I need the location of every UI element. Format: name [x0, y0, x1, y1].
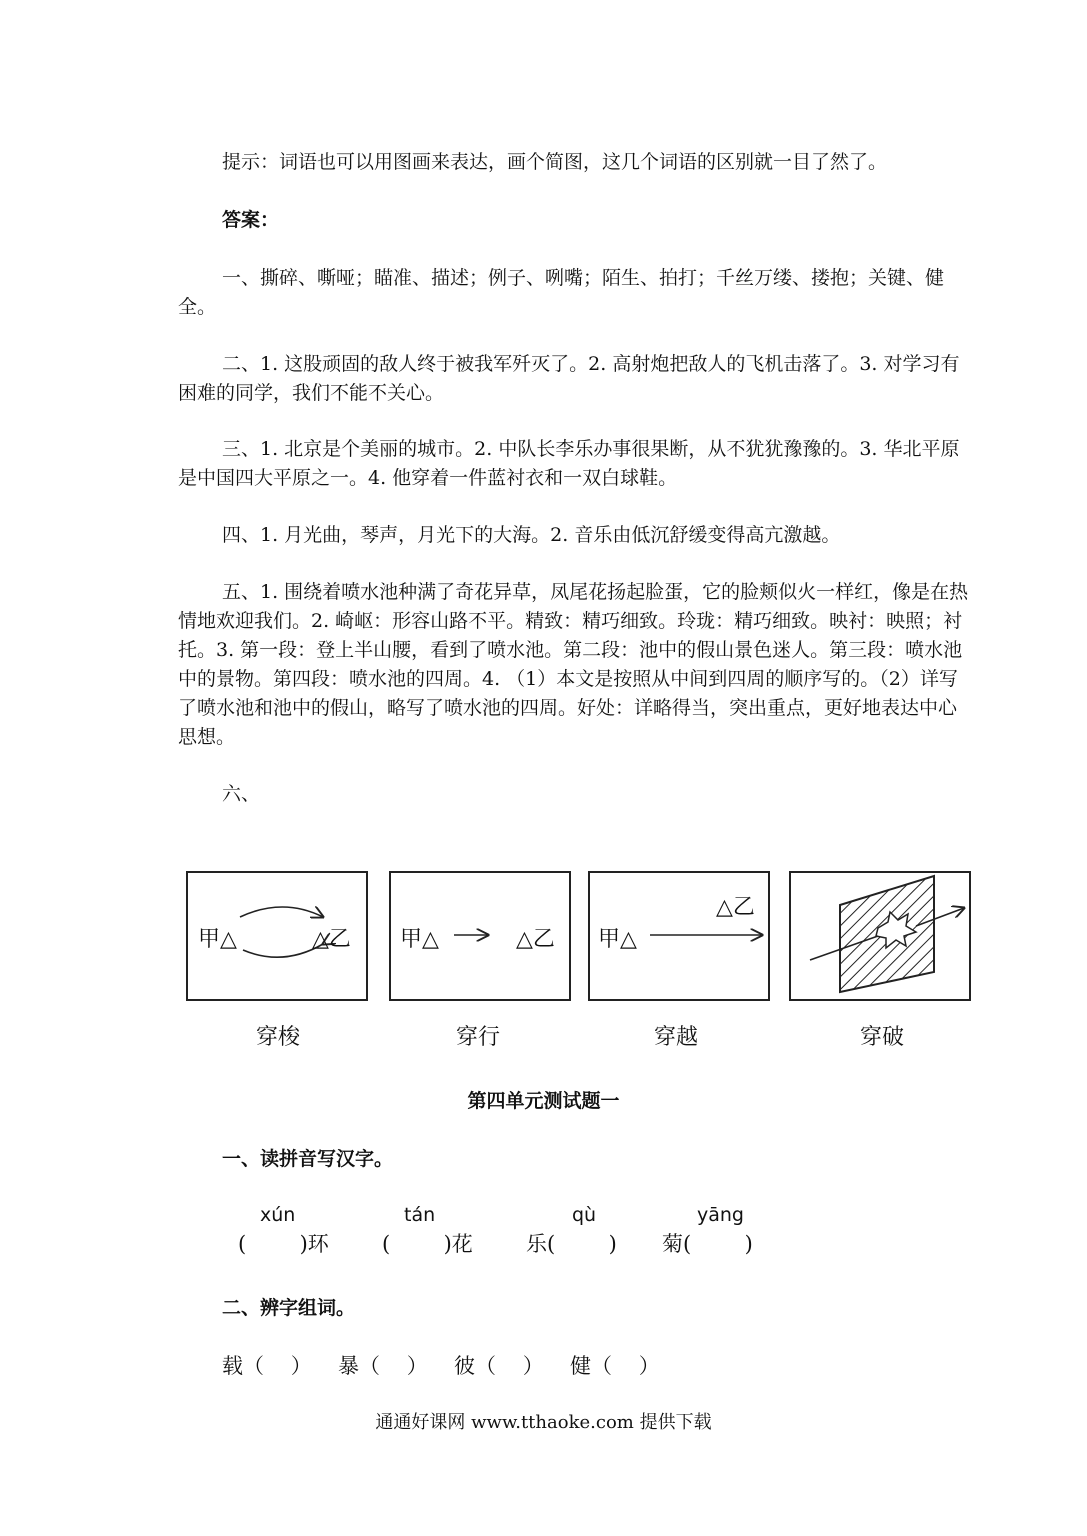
- arrow-right-icon: [240, 907, 323, 917]
- answer-section-1: 一、撕碎、嘶哑；瞄准、描述；例子、咧嘴；陌生、拍打；千丝万缕、搂抱；关键、健全。: [178, 267, 945, 318]
- footer-text: 通通好课网 www.tthaoke.com 提供下载: [375, 1412, 712, 1433]
- word-group-row: [0, 1350, 1087, 1382]
- answer-section-2: 二、1. 这股顽固的敌人终于被我军歼灭了。2. 高射炮把敌人的飞机击落了。3. 对学习有困难的同学，我们不能不关心。: [178, 353, 960, 404]
- blank-3: 乐( ): [526, 1232, 617, 1256]
- label-jia-3: 甲△: [598, 927, 637, 952]
- label-yi-2: △乙: [516, 927, 555, 952]
- answer-section-6: 六、: [222, 783, 261, 805]
- pinyin-1: xún: [260, 1204, 296, 1226]
- pinyin-2: tán: [404, 1204, 436, 1226]
- word-blank-2: 暴（ ）: [338, 1354, 428, 1378]
- arrow-left-icon: [243, 944, 323, 957]
- caption-break: 穿破: [859, 1025, 904, 1050]
- answers-heading: 答案：: [222, 209, 280, 231]
- answer-section-4: 四、1. 月光曲，琴声，月光下的大海。2. 音乐由低沉舒缓变得高亢激越。: [222, 524, 841, 546]
- word-blank-4: 健（ ）: [570, 1354, 660, 1378]
- caption-cross: 穿越: [653, 1025, 698, 1050]
- pinyin-4: yāng: [697, 1204, 744, 1226]
- caption-shuttle: 穿梭: [255, 1025, 300, 1050]
- blank-1: ( )环: [238, 1232, 329, 1256]
- hint-paragraph: 提示：词语也可以用图画来表达，画个简图，这几个词语的区别就一目了然了。: [222, 151, 888, 173]
- unit-title: 第四单元测试题一: [467, 1090, 620, 1112]
- caption-pass: 穿行: [455, 1025, 500, 1050]
- pinyin-3: qù: [572, 1204, 597, 1226]
- diagram-svg: [178, 862, 978, 1002]
- word-diagrams: [178, 862, 978, 1062]
- word-blank-1: 载（ ）: [222, 1354, 312, 1378]
- pinyin-question-row: [0, 1200, 1087, 1270]
- answer-section-5: 五、1. 围绕着喷水池种满了奇花异草，凤尾花扬起脸蛋，它的脸颊似火一样红，像是在热情地欢迎我们。2. 崎岖：形容山路不平。精致：精巧细致。玲珑：精巧细致。映衬：映照；衬托。3. 第一段：登上半山腰，看到了喷水池。第二段：池中的假山景色迷人。第三段：喷水池中的景物。第四段：喷水池的四周。4. （1）本文是按照从中间到四周的顺序写的。（2）详写了喷水池和池中的假山，略写了喷水池的四周。好处：详略得当，突出重点，更好地表达中心思想。: [178, 581, 969, 748]
- answer-section-3: 三、1. 北京是个美丽的城市。2. 中队长李乐办事很果断，从不犹犹豫豫的。3. 华北平原是中国四大平原之一。4. 他穿着一件蓝衬衣和一双白球鞋。: [178, 438, 960, 489]
- blank-2: ( )花: [382, 1232, 473, 1256]
- label-yi-1: △乙: [312, 927, 351, 952]
- question-1-heading: 一、读拼音写汉字。: [222, 1148, 394, 1170]
- label-yi-3: △乙: [716, 895, 755, 920]
- label-jia-1: 甲△: [198, 927, 237, 952]
- question-2-heading: 二、辨字组词。: [222, 1297, 356, 1319]
- blank-4: 菊( ): [662, 1232, 753, 1256]
- word-blank-3: 彼（ ）: [454, 1354, 544, 1378]
- label-jia-2: 甲△: [400, 927, 439, 952]
